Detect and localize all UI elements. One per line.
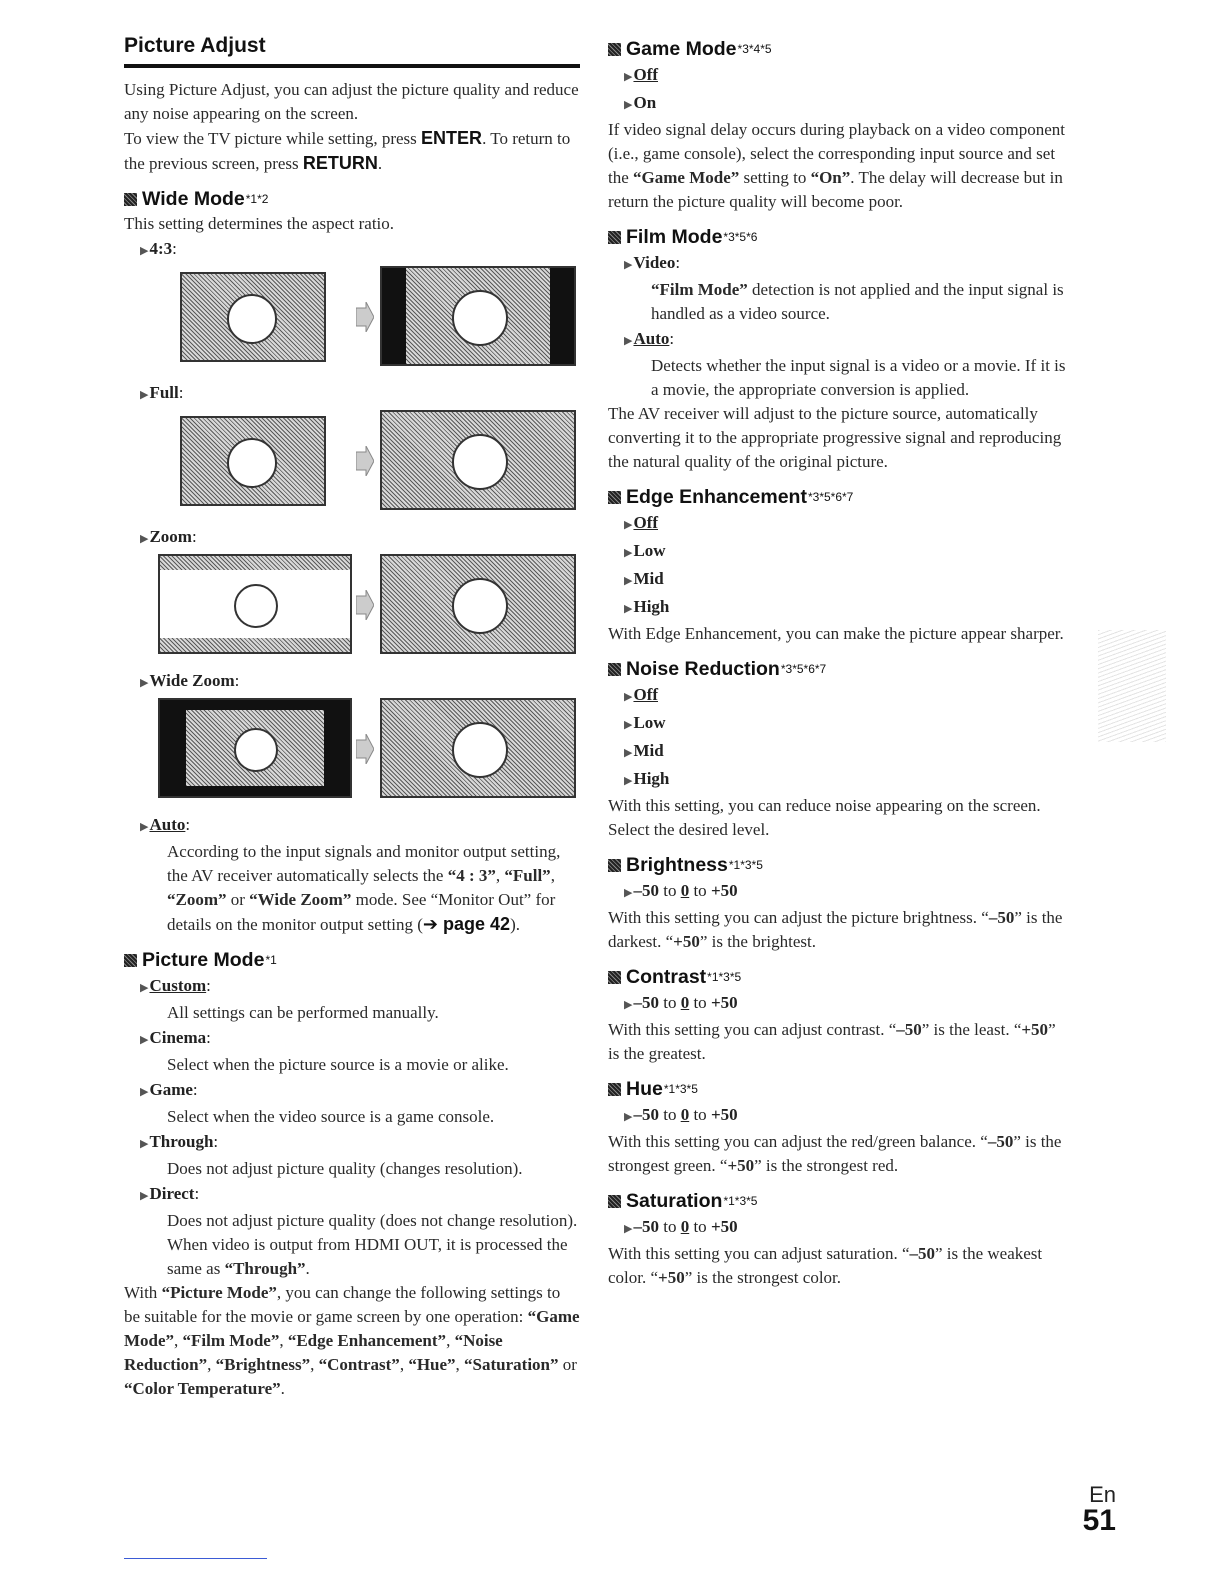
output-screen — [380, 266, 576, 366]
wide-mode-option-43: ▶4:3: — [140, 239, 177, 258]
wide-mode-option-wide-zoom: ▶Wide Zoom: — [140, 671, 240, 690]
wide-mode-option-auto: ▶Auto: — [140, 815, 191, 834]
brightness-desc: With this setting you can adjust the picture brightness. “–50” is the darkest. “+50” is the brightest. — [608, 908, 1063, 951]
return-key-label: RETURN — [302, 153, 378, 173]
section-bullet-icon — [608, 491, 621, 504]
option-arrow-icon: ▶ — [624, 335, 633, 347]
enter-key-label: ENTER — [421, 128, 483, 148]
page-ref-arrow-icon: ➔ — [422, 914, 439, 934]
section-bullet-icon — [124, 193, 137, 206]
saturation-heading: Saturation *1*3*5 — [608, 1188, 1068, 1214]
picture-mode-option-game: ▶Game: — [140, 1080, 198, 1099]
noise-desc: With this setting, you can reduce noise appearing on the screen. Select the desired level. — [608, 796, 1041, 839]
conversion-arrow-icon — [356, 590, 374, 620]
option-arrow-icon: ▶ — [624, 691, 633, 703]
saturation-desc: With this setting you can adjust saturation. “–50” is the weakest color. “+50” is the strongest color. — [608, 1244, 1043, 1287]
through-desc: Does not adjust picture quality (changes resolution). — [167, 1159, 523, 1178]
hue-heading: Hue *1*3*5 — [608, 1076, 1068, 1102]
option-arrow-icon: ▶ — [624, 99, 633, 111]
diagram-wide-zoom — [124, 698, 580, 802]
option-arrow-icon: ▶ — [624, 547, 633, 559]
brightness-heading: Brightness *1*3*5 — [608, 852, 1068, 878]
option-arrow-icon: ▶ — [624, 71, 633, 83]
picture-mode-summary: With “Picture Mode”, you can change the following settings to be suitable for the movie or game screen by one operation: “Game Mode”, “Film Mode”, “Edge Enhancement”, “Noise Reduction”, “Brightness”, “Contrast”, “Hue”, “Saturation” or “Color Temperature”. — [124, 1283, 580, 1398]
edge-enhancement-heading: Edge Enhancement *3*5*6*7 — [608, 484, 1068, 510]
direct-desc: Does not adjust picture quality (does not change resolution). — [167, 1211, 578, 1230]
section-bullet-icon — [124, 954, 137, 967]
page-number: 51 — [1082, 1504, 1116, 1537]
edge-desc: With Edge Enhancement, you can make the picture appear sharper. — [608, 624, 1064, 643]
game-mode-heading: Game Mode *3*4*5 — [608, 36, 1068, 62]
hue-desc: With this setting you can adjust the red/green balance. “–50” is the strongest green. “+50” is the strongest red. — [608, 1132, 1062, 1175]
option-arrow-icon: ▶ — [140, 821, 149, 833]
option-arrow-icon: ▶ — [624, 999, 633, 1011]
intro-instructions: To view the TV picture while setting, press ENTER. To return to the previous screen, press RETURN. — [124, 128, 571, 173]
film-mode-heading: Film Mode *3*5*6 — [608, 224, 1068, 250]
option-arrow-icon: ▶ — [624, 887, 633, 899]
noise-option-high: ▶High — [624, 769, 670, 788]
option-arrow-icon: ▶ — [624, 1111, 633, 1123]
film-mode-desc: The AV receiver will adjust to the picture source, automatically converting it to the appropriate progressive signal and reproducing the natural quality of the original picture. — [608, 404, 1062, 471]
option-arrow-icon: ▶ — [140, 1034, 149, 1046]
section-bullet-icon — [608, 971, 621, 984]
picture-mode-heading: Picture Mode *1 — [124, 947, 580, 973]
right-column — [608, 36, 1068, 1290]
section-bullet-icon — [608, 1195, 621, 1208]
output-screen — [380, 554, 576, 654]
noise-reduction-heading: Noise Reduction *3*5*6*7 — [608, 656, 1068, 682]
film-auto-desc: Detects whether the input signal is a video or a movie. If it is a movie, the appropriate conversion is applied. — [651, 356, 1066, 399]
wide-mode-option-full: ▶Full: — [140, 383, 184, 402]
option-arrow-icon: ▶ — [624, 603, 633, 615]
option-arrow-icon: ▶ — [140, 245, 149, 257]
edge-option-low: ▶Low — [624, 541, 666, 560]
page-ref-link[interactable]: page 42 — [438, 914, 511, 934]
film-mode-option-auto: ▶Auto: — [624, 329, 675, 348]
option-arrow-icon: ▶ — [140, 1190, 149, 1202]
saturation-range: ▶–50 to 0 to +50 — [624, 1217, 738, 1236]
option-arrow-icon: ▶ — [140, 1086, 149, 1098]
edge-option-off: ▶Off — [624, 513, 659, 532]
wide-mode-auto-desc: According to the input signals and monitor output setting, the AV receiver automatically selects the “4 : 3”, “Full”, “Zoom” or “Wide Zoom” mode. See “Monitor Out” for details on the monitor output setting (➔ page 42). — [167, 842, 561, 934]
picture-mode-option-cinema: ▶Cinema: — [140, 1028, 211, 1047]
edge-option-high: ▶High — [624, 597, 670, 616]
edge-option-mid: ▶Mid — [624, 569, 664, 588]
brightness-range: ▶–50 to 0 to +50 — [624, 881, 738, 900]
option-arrow-icon: ▶ — [624, 775, 633, 787]
wide-mode-option-zoom: ▶Zoom: — [140, 527, 197, 546]
left-column — [124, 34, 580, 1401]
option-arrow-icon: ▶ — [140, 677, 149, 689]
diagram-43 — [124, 266, 580, 370]
contrast-heading: Contrast *1*3*5 — [608, 964, 1068, 990]
source-screen — [180, 416, 326, 506]
option-arrow-icon: ▶ — [140, 389, 149, 401]
diagram-full — [124, 410, 580, 514]
game-mode-option-on: ▶On — [624, 93, 657, 112]
source-screen — [158, 554, 352, 654]
game-desc: Select when the video source is a game console. — [167, 1107, 495, 1126]
noise-option-off: ▶Off — [624, 685, 659, 704]
noise-option-mid: ▶Mid — [624, 741, 664, 760]
noise-option-low: ▶Low — [624, 713, 666, 732]
picture-mode-option-custom: ▶Custom: — [140, 976, 211, 995]
section-bullet-icon — [608, 859, 621, 872]
option-arrow-icon: ▶ — [624, 747, 633, 759]
source-screen — [180, 272, 326, 362]
wide-mode-heading: Wide Mode *1*2 — [124, 186, 580, 212]
source-screen — [158, 698, 352, 798]
diagram-zoom — [124, 554, 580, 658]
option-arrow-icon: ▶ — [624, 259, 633, 271]
option-arrow-icon: ▶ — [140, 533, 149, 545]
picture-mode-option-direct: ▶Direct: — [140, 1184, 200, 1203]
chapter-edge-tab — [1098, 630, 1166, 742]
section-bullet-icon — [608, 43, 621, 56]
film-video-desc: “Film Mode” detection is not applied and the input signal is handled as a video source. — [651, 280, 1064, 323]
intro-paragraph: Using Picture Adjust, you can adjust the picture quality and reduce any noise appearing on the screen. — [124, 80, 579, 123]
contrast-range: ▶–50 to 0 to +50 — [624, 993, 738, 1012]
option-arrow-icon: ▶ — [624, 575, 633, 587]
section-bullet-icon — [608, 231, 621, 244]
contrast-desc: With this setting you can adjust contrast. “–50” is the least. “+50” is the greatest. — [608, 1020, 1056, 1063]
direct-hdmi-desc: When video is output from HDMI OUT, it is processed the same as “Through”. — [167, 1235, 568, 1278]
cinema-desc: Select when the picture source is a movie or alike. — [167, 1055, 509, 1074]
output-screen — [380, 698, 576, 798]
option-arrow-icon: ▶ — [140, 1138, 149, 1150]
page-title: Picture Adjust — [124, 34, 580, 68]
film-mode-option-video: ▶Video: — [624, 253, 681, 272]
option-arrow-icon: ▶ — [140, 982, 149, 994]
conversion-arrow-icon — [356, 446, 374, 476]
option-arrow-icon: ▶ — [624, 1223, 633, 1235]
page-language: En — [1089, 1482, 1116, 1507]
conversion-arrow-icon — [356, 734, 374, 764]
option-arrow-icon: ▶ — [624, 519, 633, 531]
hue-range: ▶–50 to 0 to +50 — [624, 1105, 738, 1124]
footer-rule — [124, 1558, 267, 1559]
wide-mode-desc: This setting determines the aspect ratio. — [124, 214, 395, 233]
section-bullet-icon — [608, 1083, 621, 1096]
option-arrow-icon: ▶ — [624, 719, 633, 731]
custom-desc: All settings can be performed manually. — [167, 1003, 439, 1022]
section-bullet-icon — [608, 663, 621, 676]
game-mode-desc: If video signal delay occurs during playback on a video component (i.e., game console), select the corresponding input source and set the “Game Mode” setting to “On”. The delay will decrease but in return the picture quality will become poor. — [608, 120, 1065, 211]
output-screen — [380, 410, 576, 510]
conversion-arrow-icon — [356, 302, 374, 332]
picture-mode-option-through: ▶Through: — [140, 1132, 219, 1151]
game-mode-option-off: ▶Off — [624, 65, 659, 84]
